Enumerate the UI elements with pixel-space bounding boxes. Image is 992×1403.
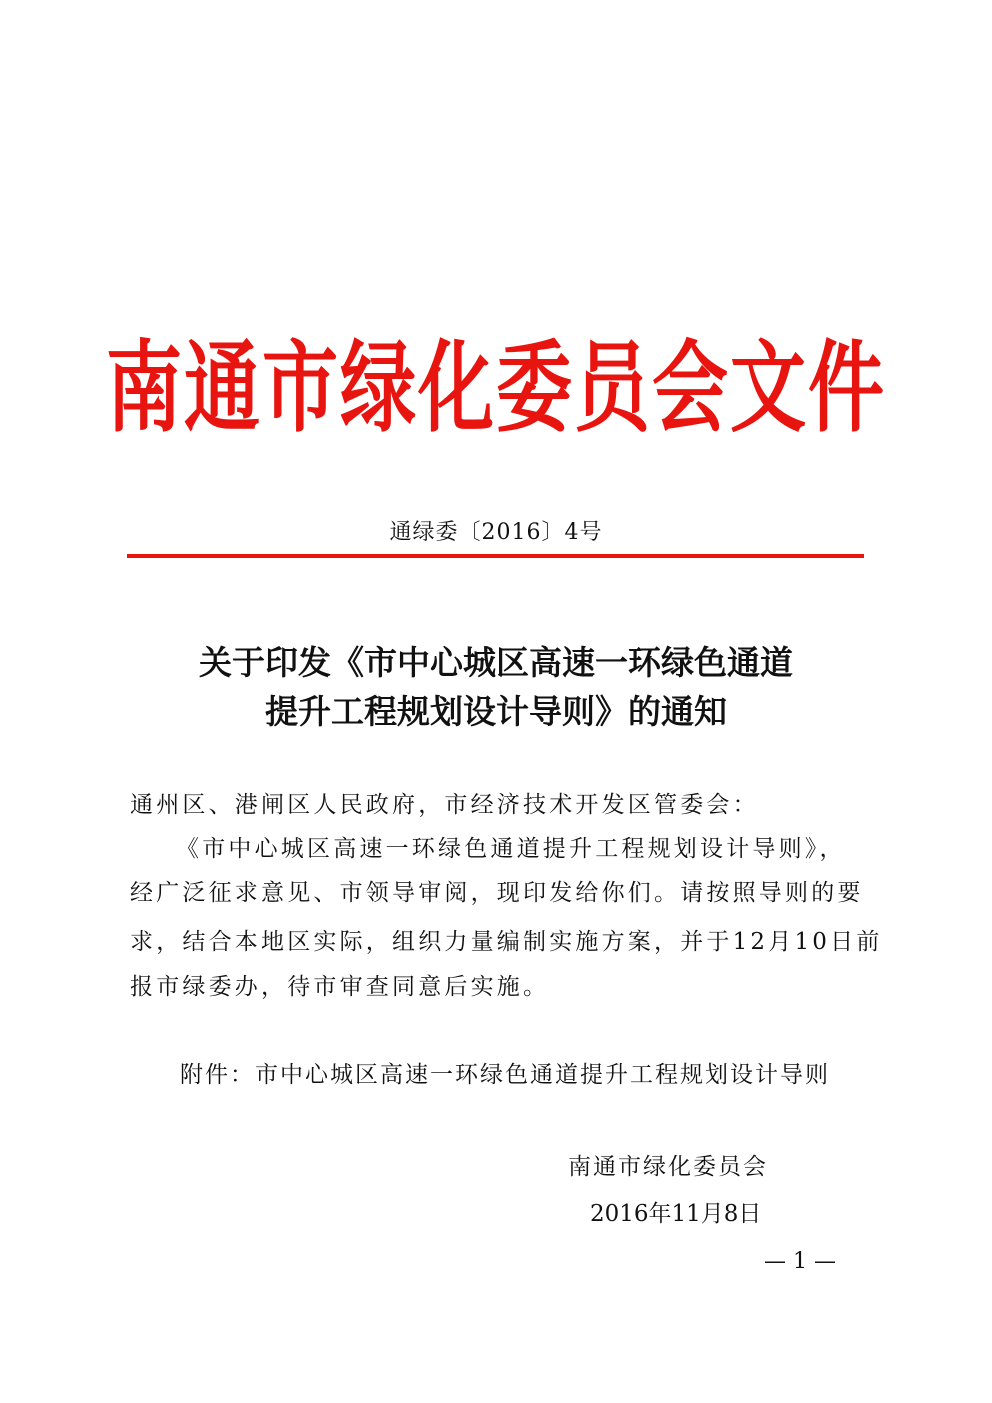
notice-title-line-1: 关于印发《市中心城区高速一环绿色通道 (199, 643, 793, 682)
body-line-2: 经广泛征求意见、市领导审阅，现印发给你们。请按照导则的要 (130, 880, 864, 906)
signature-organization: 南通市绿化委员会 (568, 1154, 768, 1180)
signature-date: 2016年11月8日 (590, 1201, 762, 1227)
page-number: — 1 — (764, 1249, 836, 1274)
addressee: 通州区、港闸区人民政府，市经济技术开发区管委会： (130, 792, 759, 818)
notice-title-line-2: 提升工程规划设计导则》的通知 (265, 692, 727, 731)
attachment-line: 附件：市中心城区高速一环绿色通道提升工程规划设计导则 (180, 1062, 830, 1088)
masthead-title: 南通市绿化委员会文件 (106, 329, 886, 446)
body-line-4: 报市绿委办，待市审查同意后实施。 (130, 974, 550, 1000)
document-number: 通绿委〔2016〕4号 (389, 520, 603, 545)
body-line-1: 《市中心城区高速一环绿色通道提升工程规划设计导则》， (176, 836, 846, 862)
body-line-3: 求，结合本地区实际，组织力量编制实施方案，并于12月10日前 (130, 929, 883, 955)
red-divider-line (127, 554, 864, 558)
